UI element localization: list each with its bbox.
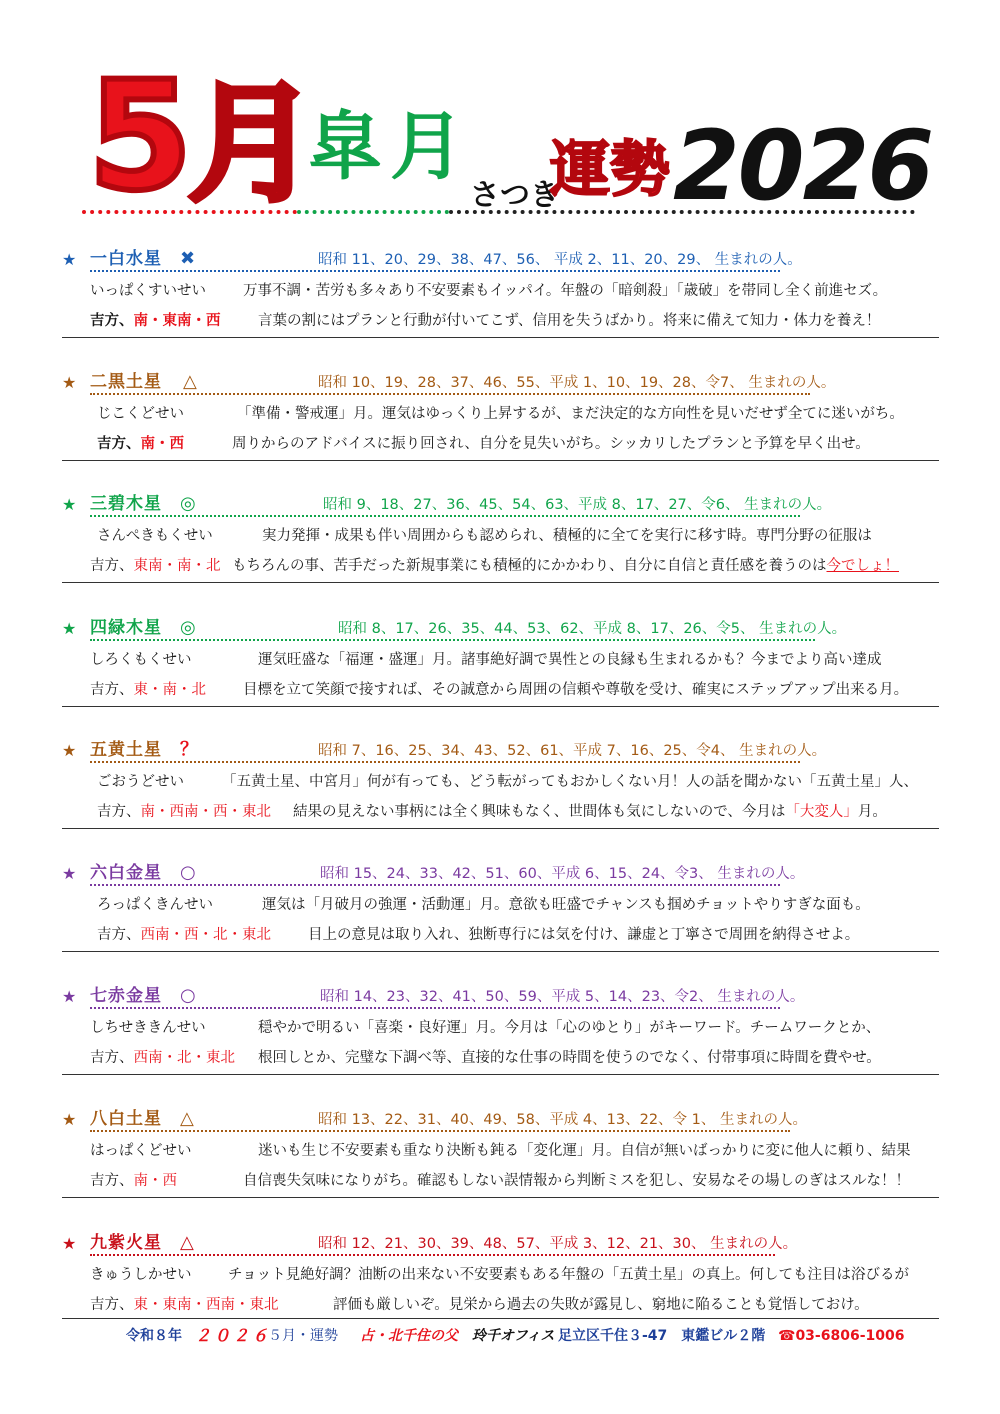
fortune-title: 運勢 bbox=[550, 135, 670, 205]
dotted-underline bbox=[90, 515, 800, 517]
page-header bbox=[0, 0, 1000, 230]
fortune-text-2: 評価も厳しいぞ。見栄から過去の失敗が露見し、窮地に陥ることも覚悟しておけ。 bbox=[333, 1297, 869, 1313]
old-month-name: 皐月 bbox=[308, 104, 472, 190]
lucky-directions: 吉方、南・西南・西・東北 bbox=[97, 804, 271, 820]
lucky-directions: 吉方、南・西 bbox=[97, 436, 184, 452]
star-reading: きゅうしかせい bbox=[90, 1267, 192, 1283]
header-divider-red bbox=[82, 210, 297, 214]
fortune-text-2: 自信喪失気味になりがち。確認もしない誤情報から判断ミスを犯し、安易なその場しのぎはスルな！！ bbox=[243, 1173, 910, 1189]
fortune-text-2: 周りからのアドバイスに振り回され、自分を見失いがち。シッカリしたプランと予算を早く出せ。 bbox=[232, 436, 870, 452]
footer-phone: ☎03-6806-1006 bbox=[778, 1328, 905, 1344]
star-icon: ★ bbox=[62, 495, 77, 514]
entry-divider bbox=[62, 1197, 939, 1198]
star-name: 九紫火星 bbox=[90, 1233, 162, 1253]
star-reading: さんぺきもくせい bbox=[97, 528, 213, 544]
birth-years: 昭和 9、18、27、36、45、54、63、平成 8、17、27、令6、 生まれの人。 bbox=[323, 497, 832, 513]
star-entry-shichiseki bbox=[0, 987, 1000, 1107]
birth-years: 昭和 7、16、25、34、43、52、61、平成 7、16、25、令4、 生まれの人。 bbox=[318, 743, 827, 759]
footer-address: 足立区千住３-47 東鑑ビル２階 bbox=[558, 1328, 766, 1344]
old-month-reading: さつき bbox=[470, 178, 560, 213]
entry-divider bbox=[62, 460, 939, 461]
fortune-text-1: 運気旺盛な「福運・盛運」月。諸事絶好調で異性との良縁も生まれるかも？今までより高い達成 bbox=[258, 652, 882, 668]
dotted-underline bbox=[90, 1254, 775, 1256]
birth-years: 昭和 12、21、30、39、48、57、平成 3、12、21、30、 生まれの人。 bbox=[318, 1236, 798, 1252]
circle-icon: ○ bbox=[180, 985, 196, 1006]
fortune-text-2: 言葉の割にはプランと行動が付いてこず、信用を失うばかり。将来に備えて知力・体力を養え！ bbox=[258, 313, 881, 329]
footer-era: 令和８年 bbox=[126, 1328, 182, 1344]
fortune-text-1: チョット見絶好調？油断の出来ない不安要素もある年盤の「五黄土星」の真上。何しても注目は浴びるが bbox=[228, 1267, 910, 1283]
footer-title: ５月・運勢 bbox=[268, 1328, 338, 1344]
header-divider-black bbox=[449, 210, 915, 214]
star-name: 六白金星 bbox=[90, 863, 162, 883]
highlight-text: 今でしょ！ bbox=[826, 558, 899, 574]
entry-divider bbox=[62, 706, 939, 707]
birth-years: 昭和 14、23、32、41、50、59、平成 5、14、23、令2、 生まれの人。 bbox=[320, 989, 805, 1005]
footer-office-name: 玲千オフィス bbox=[472, 1328, 555, 1344]
dotted-underline bbox=[90, 639, 815, 641]
star-reading: ろっぱくきんせい bbox=[97, 897, 213, 913]
birth-years: 昭和 8、17、26、35、44、53、62、平成 8、17、26、令5、 生まれの人。 bbox=[338, 621, 847, 637]
star-name: 五黄土星 bbox=[90, 740, 162, 760]
star-entry-goou bbox=[0, 741, 1000, 861]
year-title: 2026 bbox=[673, 110, 933, 222]
star-entry-sanpeki bbox=[0, 495, 1000, 615]
fortune-text-2: 目上の意見は取り入れ、独断専行には気を付け、謙虚と丁寧さで周囲を納得させよ。 bbox=[308, 927, 860, 943]
star-entry-shiroku bbox=[0, 619, 1000, 739]
dotted-underline bbox=[90, 393, 810, 395]
birth-years: 昭和 15、24、33、42、51、60、平成 6、15、24、令3、 生まれの人。 bbox=[320, 866, 805, 882]
footer-shop-name: 占・北千住の父 bbox=[360, 1328, 458, 1344]
star-name: 八白土星 bbox=[90, 1109, 162, 1129]
dotted-underline bbox=[90, 761, 800, 763]
star-reading: ごおうどせい bbox=[97, 774, 184, 790]
star-reading: しろくもくせい bbox=[90, 652, 192, 668]
dotted-underline bbox=[90, 884, 780, 886]
star-name: 四緑木星 bbox=[90, 618, 162, 638]
highlight-text: 「大変人」 bbox=[785, 804, 858, 820]
lucky-directions: 吉方、東・東南・西南・東北 bbox=[90, 1297, 279, 1313]
star-reading: いっぱくすいせい bbox=[90, 283, 206, 299]
star-reading: はっぱくどせい bbox=[90, 1143, 192, 1159]
fortune-text-2: 根回しとか、完璧な下調べ等、直接的な仕事の時間を使うのでなく、付帯事項に時間を費やせ。 bbox=[258, 1050, 881, 1066]
lucky-directions: 吉方、西南・北・東北 bbox=[90, 1050, 235, 1066]
fortune-text-1: 「五黄土星、中宮月」何が有っても、どう転がってもおかしくない月！人の話を聞かない「五黄土星」人、 bbox=[222, 774, 918, 790]
fortune-text-1: 穏やかで明るい「喜楽・良好運」月。今月は「心のゆとり」がキーワード。チームワークとか、 bbox=[258, 1020, 881, 1036]
star-name: 七赤金星 bbox=[90, 986, 162, 1006]
dotted-underline bbox=[90, 1007, 780, 1009]
star-icon: ★ bbox=[62, 619, 77, 638]
circle-icon: ○ bbox=[180, 862, 196, 883]
cross-icon: ✖ bbox=[180, 248, 196, 269]
star-icon: ★ bbox=[62, 250, 77, 269]
fortune-text-1: 「準備・警戒運」月。運気はゆっくり上昇するが、まだ決定的な方向性を見いだせず全てに迷いがち。 bbox=[237, 406, 904, 422]
fortune-text-2: もちろんの事、苦手だった新規事業にも積極的にかかわり、自分に自信と責任感を養うのは今でしょ！ bbox=[232, 558, 899, 574]
star-name: 三碧木星 bbox=[90, 494, 162, 514]
fortune-text-1: 実力発揮・成果も伴い周囲からも認められ、積極的に全てを実行に移す時。専門分野の征服は bbox=[262, 528, 872, 544]
footer-divider bbox=[62, 1318, 939, 1319]
fortune-text-1: 運気は「月破月の強運・活動運」月。意欲も旺盛でチャンスも掴めチョットやりすぎな面も。 bbox=[262, 897, 870, 913]
entry-divider bbox=[62, 1074, 939, 1075]
lucky-directions: 吉方、西南・西・北・東北 bbox=[97, 927, 271, 943]
entry-divider bbox=[62, 828, 939, 829]
birth-years: 昭和 11、20、29、38、47、56、 平成 2、11、20、29、 生まれの人。 bbox=[318, 252, 802, 268]
lucky-directions: 吉方、南・東南・西 bbox=[90, 313, 221, 329]
triangle-icon: △ bbox=[180, 1232, 194, 1253]
lucky-directions: 吉方、東南・南・北 bbox=[90, 558, 221, 574]
entry-divider bbox=[62, 582, 939, 583]
star-entry-ippaku bbox=[0, 250, 1000, 370]
star-name: 二黒土星 bbox=[90, 372, 162, 392]
fortune-text-1: 迷いも生じ不安要素も重なり決断も鈍る「変化運」月。自信が無いばっかりに変に他人に頼り、結果 bbox=[258, 1143, 911, 1159]
page-footer bbox=[0, 1326, 1000, 1350]
star-name: 一白水星 bbox=[90, 249, 162, 269]
star-icon: ★ bbox=[62, 1110, 77, 1129]
lucky-directions: 吉方、東・南・北 bbox=[90, 682, 206, 698]
header-divider-green bbox=[297, 210, 449, 214]
star-reading: じこくどせい bbox=[97, 406, 184, 422]
star-icon: ★ bbox=[62, 1234, 77, 1253]
star-entry-jikoku bbox=[0, 373, 1000, 493]
fortune-text-1: 万事不調・苦労も多々あり不安要素もイッパイ。年盤の「暗剣殺」「歳破」を帯同し全く前進セズ。 bbox=[243, 283, 888, 299]
star-icon: ★ bbox=[62, 864, 77, 883]
lucky-directions: 吉方、南・西 bbox=[90, 1173, 177, 1189]
birth-years: 昭和 10、19、28、37、46、55、平成 1、10、19、28、令7、 生まれの人。 bbox=[318, 375, 836, 391]
fortune-text-2: 結果の見えない事柄には全く興味もなく、世間体も気にしないので、今月は「大変人」月。 bbox=[293, 804, 887, 820]
fortune-text-2: 目標を立て笑顔で接すれば、その誠意から周囲の信頼や尊敬を受け、確実にステップアップ出来る月。 bbox=[243, 682, 909, 698]
star-icon: ★ bbox=[62, 741, 77, 760]
double-circle-icon: ◎ bbox=[180, 617, 196, 638]
triangle-icon: △ bbox=[180, 1108, 194, 1129]
month-title: 5月 bbox=[88, 50, 313, 224]
birth-years: 昭和 13、22、31、40、49、58、平成 4、13、22、令 1、 生まれの人。 bbox=[318, 1112, 807, 1128]
dotted-underline bbox=[90, 270, 780, 272]
entry-divider bbox=[62, 951, 939, 952]
footer-year: ２０２６ bbox=[195, 1326, 272, 1345]
double-circle-icon: ◎ bbox=[180, 493, 196, 514]
star-reading: しちせききんせい bbox=[90, 1020, 206, 1036]
dotted-underline bbox=[90, 1130, 790, 1132]
star-icon: ★ bbox=[62, 987, 77, 1006]
entry-divider bbox=[62, 337, 939, 338]
star-entry-happaku bbox=[0, 1110, 1000, 1230]
star-icon: ★ bbox=[62, 373, 77, 392]
question-icon: ？ bbox=[180, 739, 198, 760]
triangle-icon: △ bbox=[183, 371, 197, 392]
star-entry-roppaku bbox=[0, 864, 1000, 984]
